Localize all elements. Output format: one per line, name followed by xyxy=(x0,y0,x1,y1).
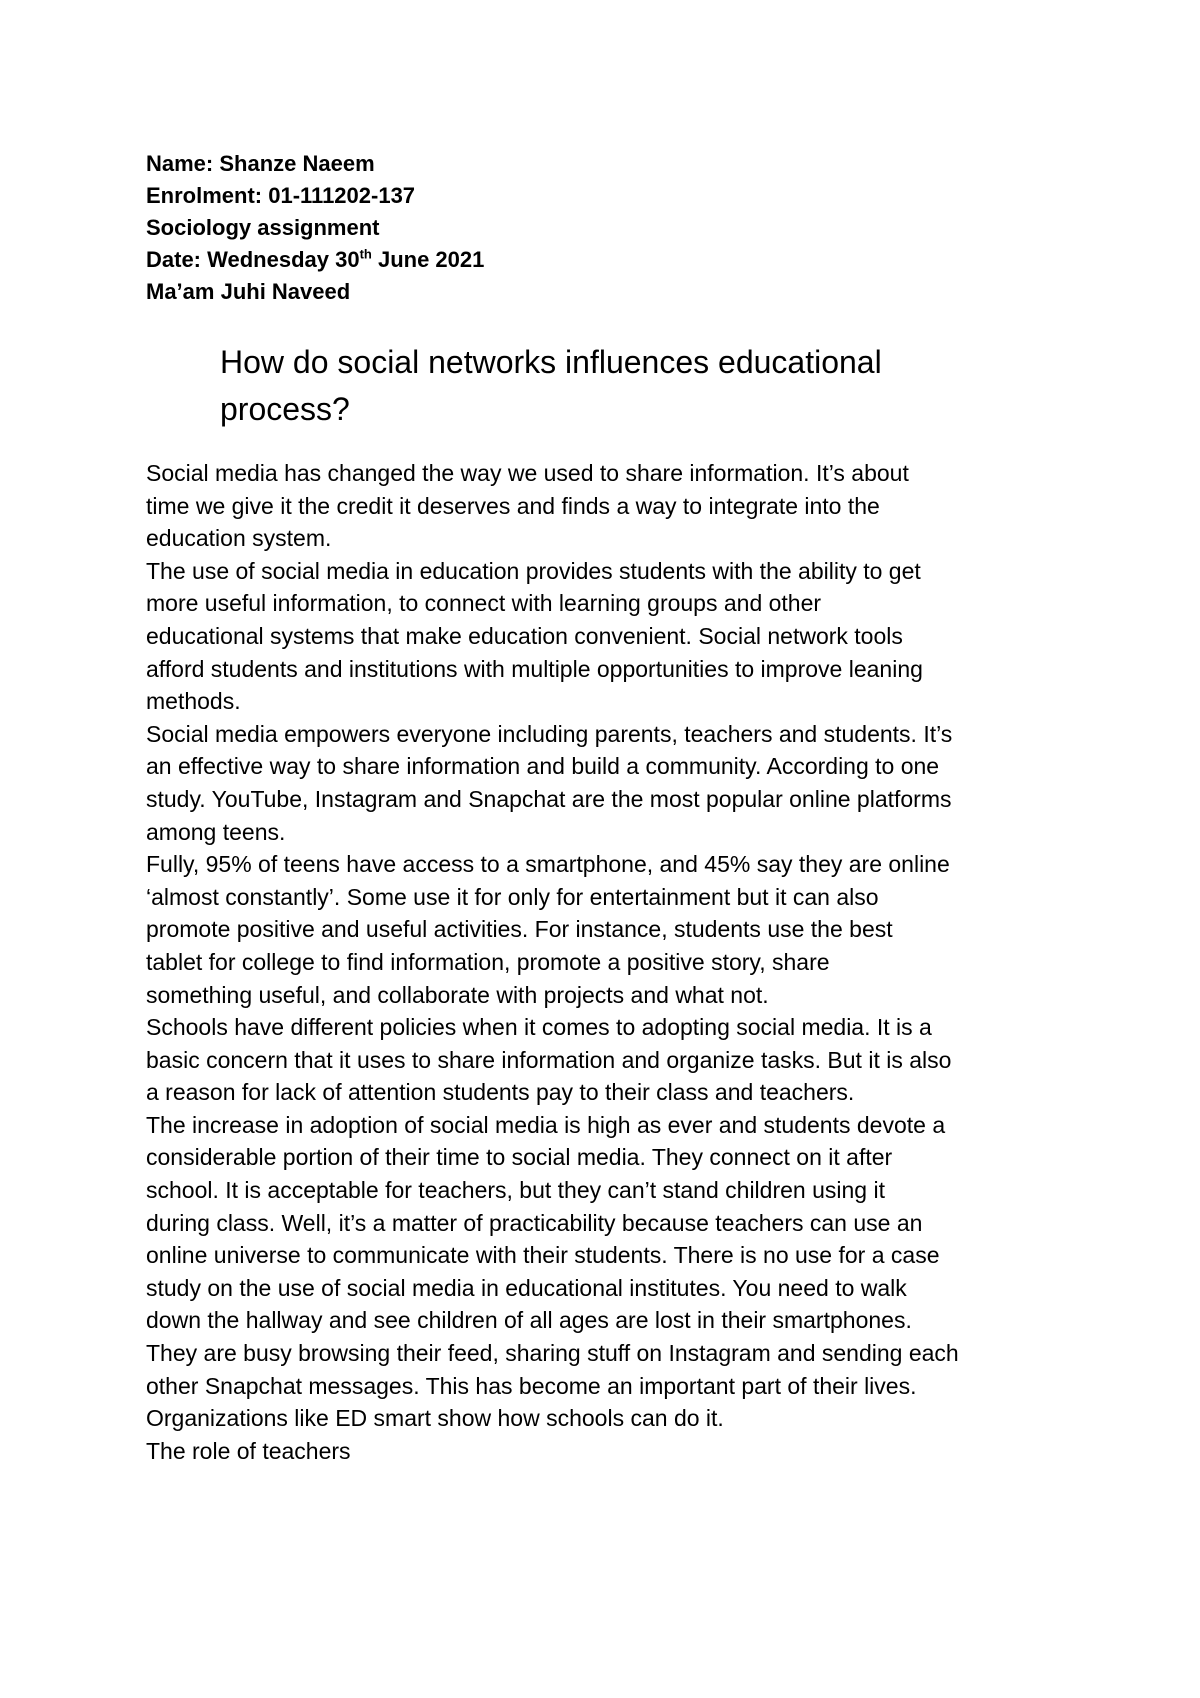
body-line: time we give it the credit it deserves and finds a way to integrate into the xyxy=(146,492,880,519)
body-line: afford students and institutions with multiple opportunities to improve leaning xyxy=(146,655,923,682)
title-line-1: How do social networks influences educational xyxy=(220,344,882,380)
body-line: Social media has changed the way we used to share information. It’s about xyxy=(146,460,909,486)
body-line: considerable portion of their time to social media. They connect on it after xyxy=(146,1144,893,1171)
body-line: study. YouTube, Instagram and Snapchat are the most popular online platforms xyxy=(146,785,952,812)
body-line: promote positive and useful activities. For instance, students use the best xyxy=(146,916,893,943)
body-line: ‘almost constantly’. Some use it for only for entertainment but it can also xyxy=(146,883,879,910)
body-line: methods. xyxy=(146,688,241,715)
body-line: something useful, and collaborate with projects and what not. xyxy=(146,981,769,1008)
date-prefix: Date: Wednesday 30 xyxy=(146,247,360,272)
body-line: educational systems that make education convenient. Social network tools xyxy=(146,622,903,649)
body-line: The increase in adoption of social media is high as ever and students devote a xyxy=(146,1111,946,1138)
body-line: other Snapchat messages. This has become an important part of their lives. xyxy=(146,1372,917,1399)
subject-line: Sociology assignment xyxy=(146,215,380,240)
body-line: a reason for lack of attention students pay to their class and teachers. xyxy=(146,1079,855,1106)
body-line: down the hallway and see children of all ages are lost in their smartphones. xyxy=(146,1307,912,1334)
enrolment-number: Enrolment: 01-111202-137 xyxy=(146,183,416,208)
body-line: study on the use of social media in educational institutes. You need to walk xyxy=(146,1274,907,1301)
body-line: school. It is acceptable for teachers, but they can’t stand children using it xyxy=(146,1177,885,1204)
date-suffix: June 2021 xyxy=(371,247,485,272)
student-name: Name: Shanze Naeem xyxy=(146,151,375,176)
body-line: among teens. xyxy=(146,818,286,845)
body-text xyxy=(146,457,1066,1467)
teacher-name: Ma’am Juhi Naveed xyxy=(146,279,351,304)
body-line: education system. xyxy=(146,525,332,552)
document-header xyxy=(146,148,1046,308)
body-line: an effective way to share information and build a community. According to one xyxy=(146,753,940,780)
body-line: during class. Well, it’s a matter of practicability because teachers can use an xyxy=(146,1209,923,1236)
body-line: basic concern that it uses to share information and organize tasks. But it is also xyxy=(146,1046,952,1073)
date-line xyxy=(146,244,1046,276)
date-superscript: th xyxy=(359,246,372,262)
body-line: Fully, 95% of teens have access to a smartphone, and 45% say they are online xyxy=(146,851,950,878)
body-line: online universe to communicate with their students. There is no use for a case xyxy=(146,1242,940,1269)
title-line-2: process? xyxy=(220,391,350,427)
body-line: The role of teachers xyxy=(146,1437,351,1464)
body-line: They are busy browsing their feed, sharing stuff on Instagram and sending each xyxy=(146,1340,959,1367)
body-line: Social media empowers everyone including parents, teachers and students. It’s xyxy=(146,720,953,747)
document-title xyxy=(220,339,1040,433)
body-line: tablet for college to find information, promote a positive story, share xyxy=(146,948,830,975)
body-line: The use of social media in education provides students with the ability to get xyxy=(146,557,921,584)
body-line: Organizations like ED smart show how schools can do it. xyxy=(146,1405,724,1432)
body-line: more useful information, to connect with learning groups and other xyxy=(146,590,822,617)
body-line: Schools have different policies when it comes to adopting social media. It is a xyxy=(146,1014,932,1041)
